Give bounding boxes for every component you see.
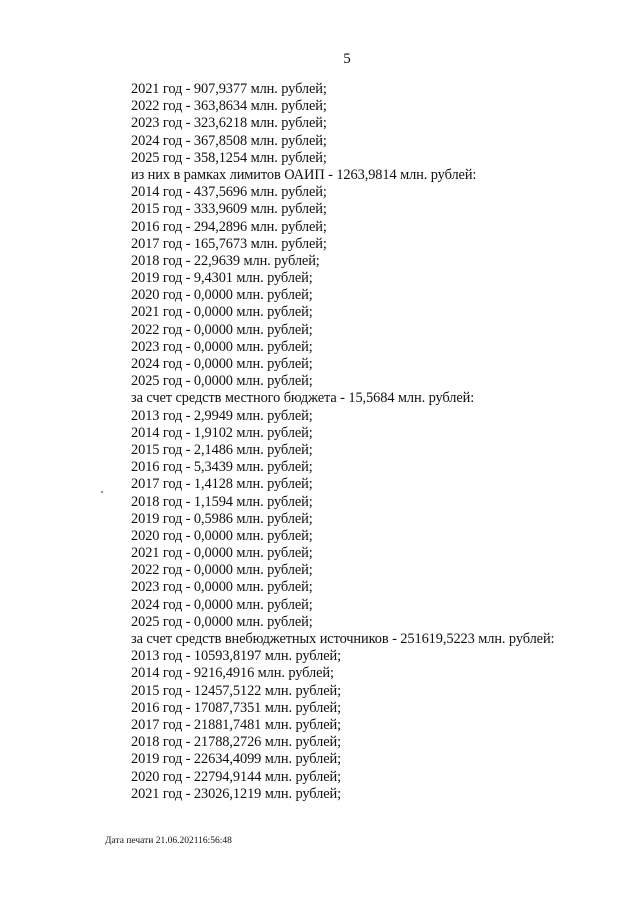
print-date: Дата печати 21.06.202116:56:48 (105, 836, 232, 846)
document-line: 2014 год - 437,5696 млн. рублей; (131, 184, 327, 201)
document-line: 2014 год - 1,9102 млн. рублей; (131, 424, 313, 441)
document-line: 2016 год - 294,2896 млн. рублей; (131, 218, 327, 235)
document-line: 2022 год - 363,8634 млн. рублей; (131, 98, 327, 115)
document-line: 2024 год - 0,0000 млн. рублей; (131, 596, 313, 613)
document-line: 2021 год - 907,9377 млн. рублей; (131, 81, 327, 97)
document-line: 2020 год - 0,0000 млн. рублей; (131, 527, 313, 544)
document-body (131, 81, 611, 803)
document-line: 2015 год - 333,9609 млн. рублей; (131, 201, 327, 218)
document-line: 2021 год - 23026,1219 млн. рублей; (131, 785, 341, 802)
document-line: 2016 год - 17087,7351 млн. рублей; (131, 699, 341, 716)
document-line: 2015 год - 2,1486 млн. рублей; (131, 441, 313, 458)
document-line: 2013 год - 10593,8197 млн. рублей; (131, 648, 341, 665)
document-line: 2018 год - 1,1594 млн. рублей; (131, 493, 313, 510)
page-number: 5 (343, 51, 351, 67)
document-line: 2018 год - 22,9639 млн. рублей; (131, 252, 320, 269)
document-line: за счет средств местного бюджета - 15,5684 млн. рублей: (131, 390, 475, 407)
document-line: 2019 год - 0,5986 млн. рублей; (131, 510, 313, 527)
document-line: 2023 год - 0,0000 млн. рублей; (131, 579, 313, 596)
document-line: 2024 год - 367,8508 млн. рублей; (131, 132, 327, 149)
document-line: 2022 год - 0,0000 млн. рублей; (131, 562, 313, 579)
document-line: 2013 год - 2,9949 млн. рублей; (131, 407, 313, 424)
document-line: 2021 год - 0,0000 млн. рублей; (131, 545, 313, 562)
document-line: 2015 год - 12457,5122 млн. рублей; (131, 682, 341, 699)
document-line: 2020 год - 22794,9144 млн. рублей; (131, 768, 341, 785)
document-line: 2025 год - 358,1254 млн. рублей; (131, 149, 327, 166)
document-line: за счет средств внебюджетных источников - 251619,5223 млн. рублей: (131, 631, 555, 647)
document-line: 2022 год - 0,0000 млн. рублей; (131, 321, 313, 338)
document-line: 2023 год - 0,0000 млн. рублей; (131, 338, 313, 355)
document-line: 2025 год - 0,0000 млн. рублей; (131, 373, 313, 390)
scan-speck (101, 491, 103, 493)
document-line: 2020 год - 0,0000 млн. рублей; (131, 287, 313, 304)
document-line: 2019 год - 22634,4099 млн. рублей; (131, 751, 341, 768)
document-line: из них в рамках лимитов ОАИП - 1263,9814 млн. рублей: (131, 166, 477, 183)
document-line: 2018 год - 21788,2726 млн. рублей; (131, 734, 341, 751)
document-line: 2014 год - 9216,4916 млн. рублей; (131, 665, 334, 682)
document-line: 2017 год - 21881,7481 млн. рублей; (131, 716, 341, 733)
document-line: 2016 год - 5,3439 млн. рублей; (131, 459, 313, 476)
document-line: 2017 год - 165,7673 млн. рублей; (131, 235, 327, 252)
document-line: 2021 год - 0,0000 млн. рублей; (131, 304, 313, 321)
document-line: 2025 год - 0,0000 млн. рублей; (131, 613, 313, 630)
document-line: 2023 год - 323,6218 млн. рублей; (131, 115, 327, 132)
document-line: 2017 год - 1,4128 млн. рублей; (131, 476, 313, 493)
document-line: 2024 год - 0,0000 млн. рублей; (131, 356, 313, 372)
document-line: 2019 год - 9,4301 млн. рублей; (131, 270, 313, 287)
